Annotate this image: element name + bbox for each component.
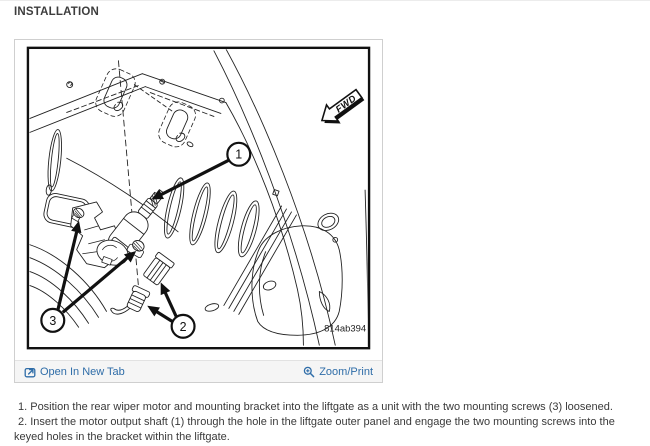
instruction-step-2: 2. Insert the motor output shaft (1) through the hole in the liftgate outer panel and engage the two mounting screws into the keyed holes in the bracket within the liftgate.	[14, 416, 615, 443]
zoom-magnifier-icon	[303, 366, 315, 378]
instruction-step-1: 1. Position the rear wiper motor and mounting bracket into the liftgate as a unit with the two mounting screws (3) loosened.	[18, 401, 613, 413]
callout-2-label: 2	[179, 319, 187, 334]
callout-3	[41, 309, 64, 332]
callout-3-label: 3	[49, 313, 57, 328]
diagram-container	[15, 40, 382, 360]
open-in-new-tab-label: Open In New Tab	[40, 365, 125, 378]
callout-1	[227, 143, 250, 166]
page-title: INSTALLATION	[14, 6, 100, 18]
wiper-motor-diagram	[15, 40, 382, 360]
figure-panel	[14, 39, 383, 383]
fwd-label: FWD	[333, 92, 359, 116]
open-in-new-tab-link[interactable]	[24, 366, 125, 378]
open-in-new-tab-icon	[24, 366, 36, 378]
zoom-print-label: Zoom/Print	[319, 365, 373, 378]
zoom-print-link[interactable]	[303, 366, 373, 378]
figure-footer	[15, 360, 382, 382]
instruction-steps	[0, 400, 650, 445]
callout-2	[172, 315, 195, 338]
callout-1-label: 1	[235, 147, 243, 162]
diagram-part-number: 814ab394	[324, 323, 367, 335]
